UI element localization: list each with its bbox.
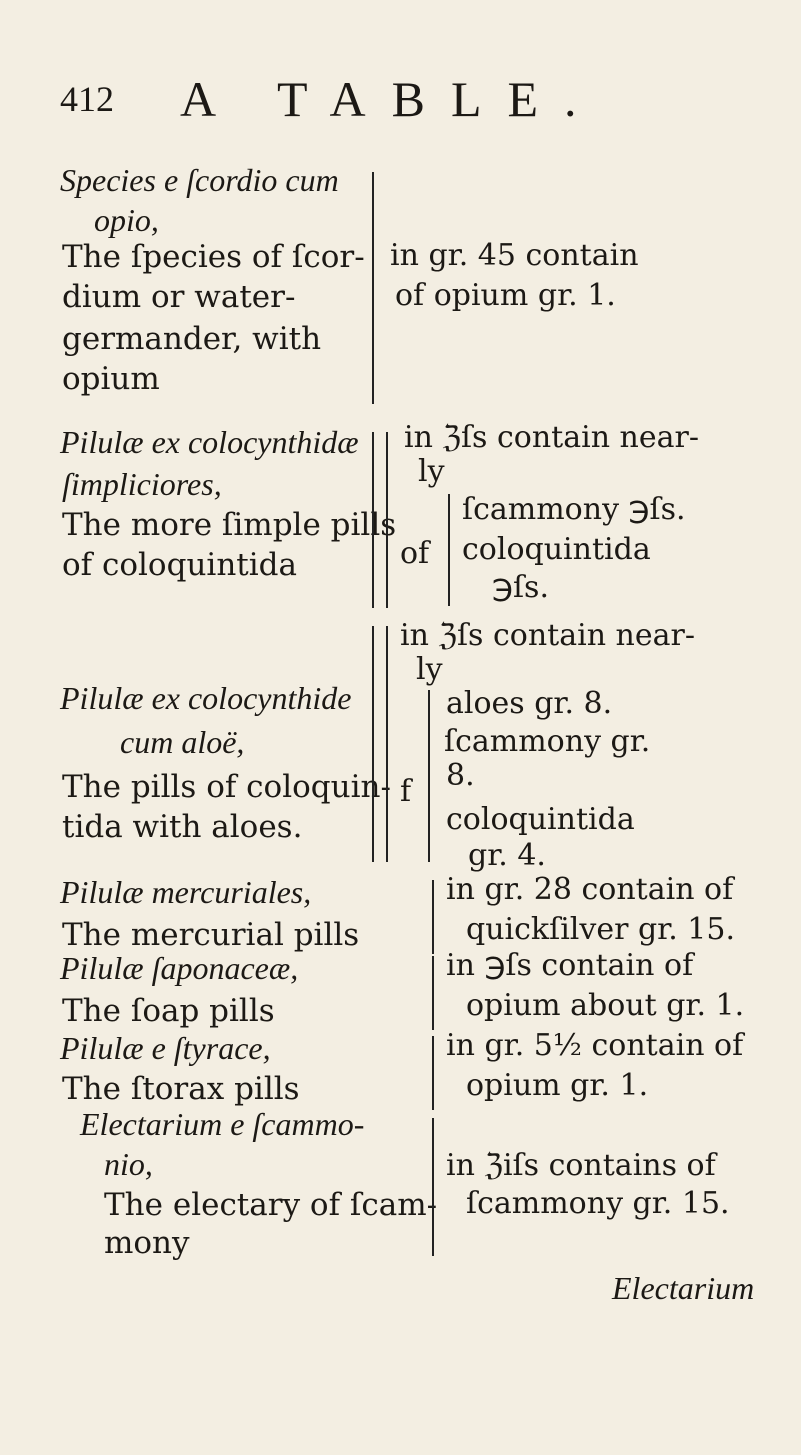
entry-content: in ℈ſs contain of xyxy=(446,948,694,983)
entry-latin-name: nio, xyxy=(104,1146,153,1182)
entry-content: quickſilver gr. 15. xyxy=(466,912,736,947)
entry-content: opium gr. 1. xyxy=(466,1068,649,1103)
entry-english-name: The pills of coloquin- xyxy=(62,769,391,805)
ingredient: ſcammony ℈ſs. xyxy=(462,492,686,527)
ingredient: gr. 4. xyxy=(468,838,546,873)
entry-content: in ℨiſs contains of xyxy=(446,1148,716,1183)
of-label: f xyxy=(400,774,412,809)
entry-content: in ℨſs contain near- xyxy=(400,618,695,653)
entry-latin-name: Pilulæ mercuriales, xyxy=(60,874,312,910)
entry-latin-name: Pilulæ ex colocynthide xyxy=(60,680,352,716)
ingredient: coloquintida xyxy=(446,802,635,837)
catchword: Electarium xyxy=(612,1270,755,1306)
ingredient: ℈ſs. xyxy=(492,570,549,605)
entry-latin-name: Pilulæ ex colocynthidæ xyxy=(60,424,359,460)
entry-english-name: The mercurial pills xyxy=(62,917,360,953)
brace xyxy=(372,172,374,404)
brace xyxy=(372,432,374,608)
entry-content: in gr. 45 contain xyxy=(390,238,639,273)
entry-latin-name: Pilulæ ſaponaceæ, xyxy=(60,950,299,986)
entry-latin-name: cum aloë, xyxy=(120,724,245,760)
page-number: 412 xyxy=(60,79,114,119)
of-label: of xyxy=(400,536,430,571)
entry-english-name: germander, with xyxy=(62,321,322,357)
entry-latin-name: Electarium e ſcammo- xyxy=(80,1106,365,1142)
entry-english-name: tida with aloes. xyxy=(62,809,303,845)
brace xyxy=(432,1118,434,1256)
entry-content: in ℨſs contain near- xyxy=(404,420,699,455)
brace xyxy=(386,626,388,862)
entry-content: opium about gr. 1. xyxy=(466,988,745,1023)
entry-english-name: The more ſimple pills xyxy=(62,507,397,543)
entry-latin-name: ſimpliciores, xyxy=(62,466,222,502)
entry-content: in gr. 5½ contain of xyxy=(446,1028,744,1063)
brace xyxy=(432,1036,434,1110)
entry-content: ſcammony gr. 15. xyxy=(466,1186,730,1221)
entry-latin-name: opio, xyxy=(94,202,159,238)
entry-content: ly xyxy=(416,652,443,687)
entry-english-name: opium xyxy=(62,361,160,397)
brace xyxy=(386,432,388,608)
brace xyxy=(428,690,430,862)
brace xyxy=(372,626,374,862)
entry-english-name: The ſtorax pills xyxy=(62,1071,300,1107)
brace xyxy=(448,494,450,606)
entry-english-name: The ſoap pills xyxy=(62,993,275,1029)
entry-content: of opium gr. 1. xyxy=(395,278,616,313)
entry-content: in gr. 28 contain of xyxy=(446,872,734,907)
ingredient: 8. xyxy=(446,758,475,793)
entry-english-name: mony xyxy=(104,1225,190,1261)
ingredient: coloquintida xyxy=(462,532,651,567)
page-title: A TABLE. xyxy=(180,71,603,127)
entry-english-name: of coloquintida xyxy=(62,547,297,583)
entry-english-name: The electary of ſcam- xyxy=(104,1187,438,1223)
brace xyxy=(432,956,434,1030)
ingredient: aloes gr. 8. xyxy=(446,686,613,721)
entry-latin-name: Pilulæ e ſtyrace, xyxy=(60,1030,271,1066)
ingredient: ſcammony gr. xyxy=(444,724,651,759)
entry-latin-name: Species e ſcordio cum xyxy=(60,162,339,198)
entry-english-name: The ſpecies of ſcor- xyxy=(62,239,365,275)
entry-english-name: dium or water- xyxy=(62,279,296,315)
brace xyxy=(432,880,434,954)
entry-content: ly xyxy=(418,454,445,489)
